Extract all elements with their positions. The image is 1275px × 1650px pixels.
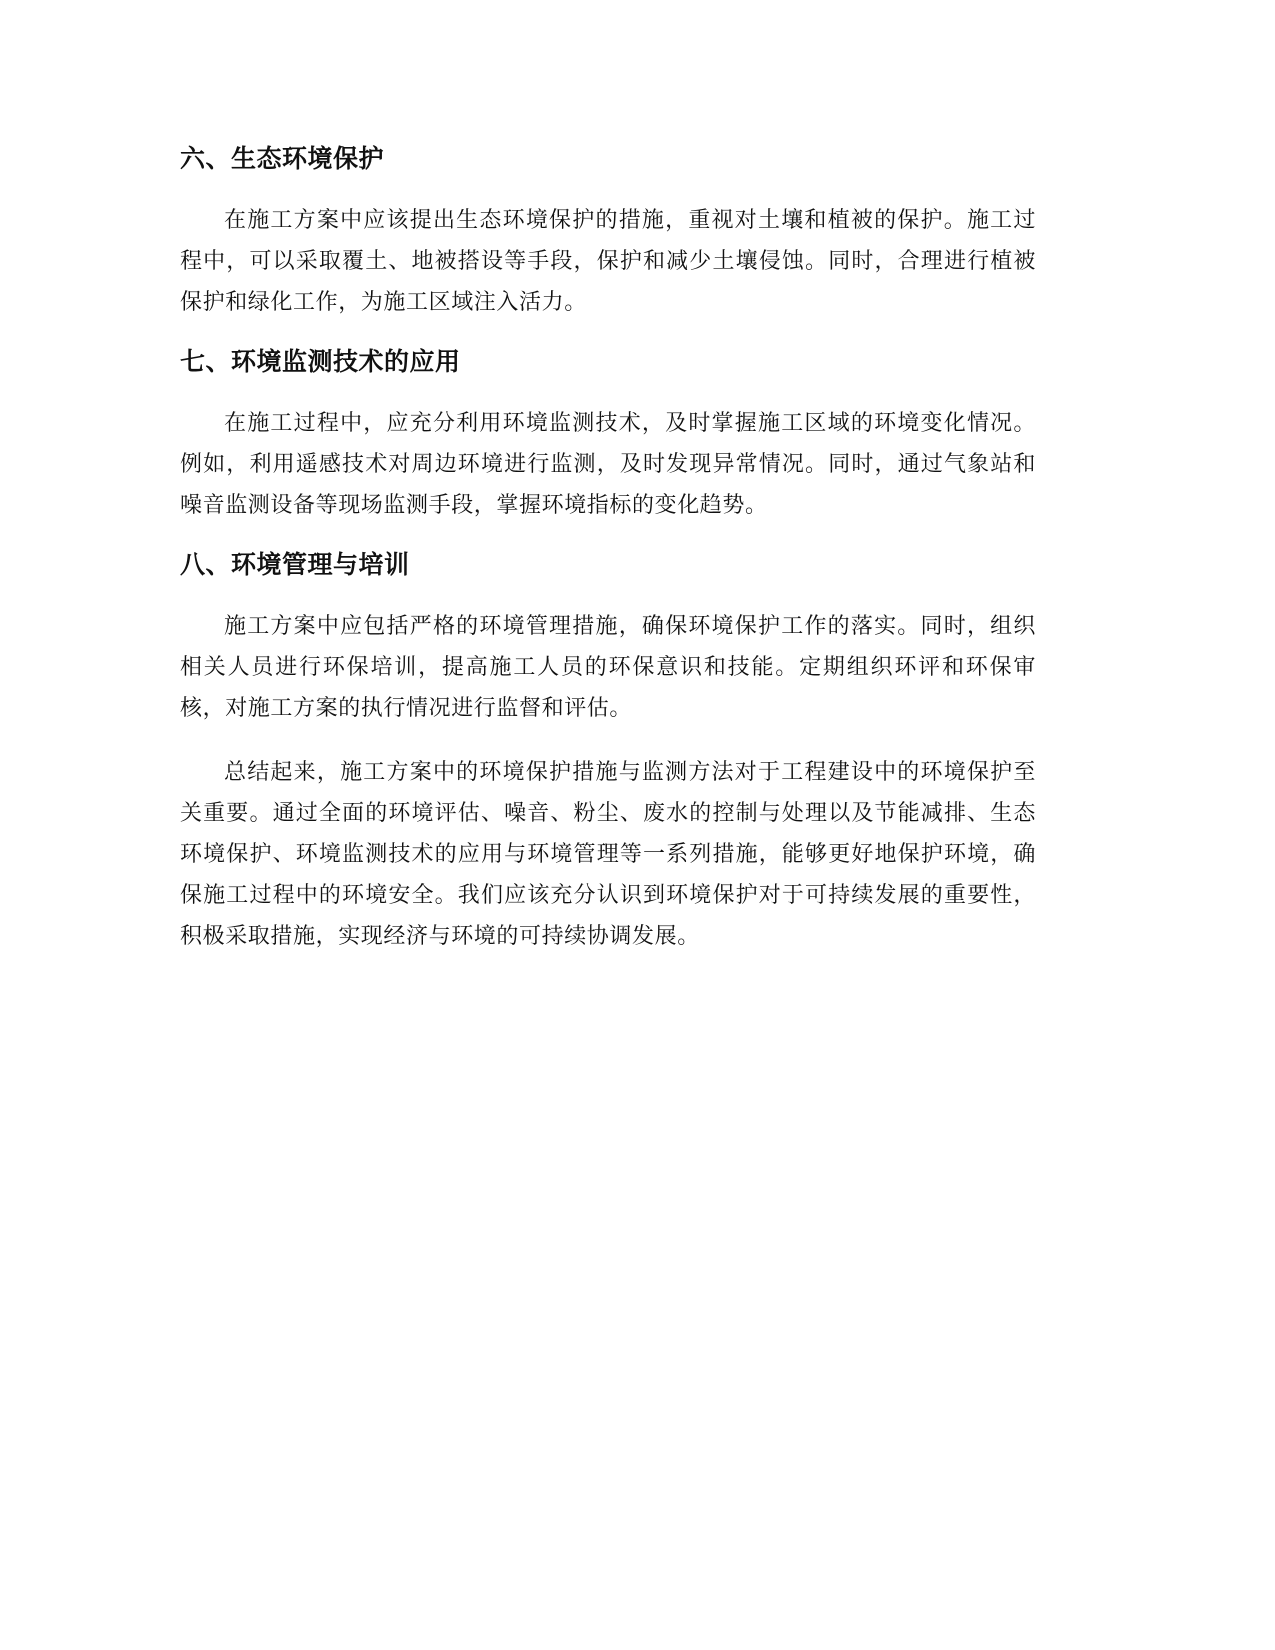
- section-paragraph-ecology: 在施工方案中应该提出生态环境保护的措施，重视对土壤和植被的保护。施工过程中，可以采取覆土、地被搭设等手段，保护和减少土壤侵蚀。同时，合理进行植被保护和绿化工作，为施工区域注入活力。: [180, 208, 1036, 315]
- section-heading-monitoring: 七、环境监测技术的应用: [180, 347, 461, 376]
- document-body: [180, 140, 1036, 957]
- section-heading-ecology: 六、生态环境保护: [180, 144, 385, 173]
- summary-paragraph: 总结起来，施工方案中的环境保护措施与监测方法对于工程建设中的环境保护至关重要。通过全面的环境评估、噪音、粉尘、废水的控制与处理以及节能减排、生态环境保护、环境监测技术的应用与环境管理等一系列措施，能够更好地保护环境，确保施工过程中的环境安全。我们应该充分认识到环境保护对于可持续发展的重要性，积极采取措施，实现经济与环境的可持续协调发展。: [180, 760, 1036, 949]
- section-heading-management: 八、环境管理与培训: [180, 550, 410, 579]
- section-paragraph-management: 施工方案中应包括严格的环境管理措施，确保环境保护工作的落实。同时，组织相关人员进行环保培训，提高施工人员的环保意识和技能。定期组织环评和环保审核，对施工方案的执行情况进行监督和评估。: [180, 614, 1036, 721]
- section-paragraph-monitoring: 在施工过程中，应充分利用环境监测技术，及时掌握施工区域的环境变化情况。例如，利用遥感技术对周边环境进行监测，及时发现异常情况。同时，通过气象站和噪音监测设备等现场监测手段，掌握环境指标的变化趋势。: [180, 411, 1036, 518]
